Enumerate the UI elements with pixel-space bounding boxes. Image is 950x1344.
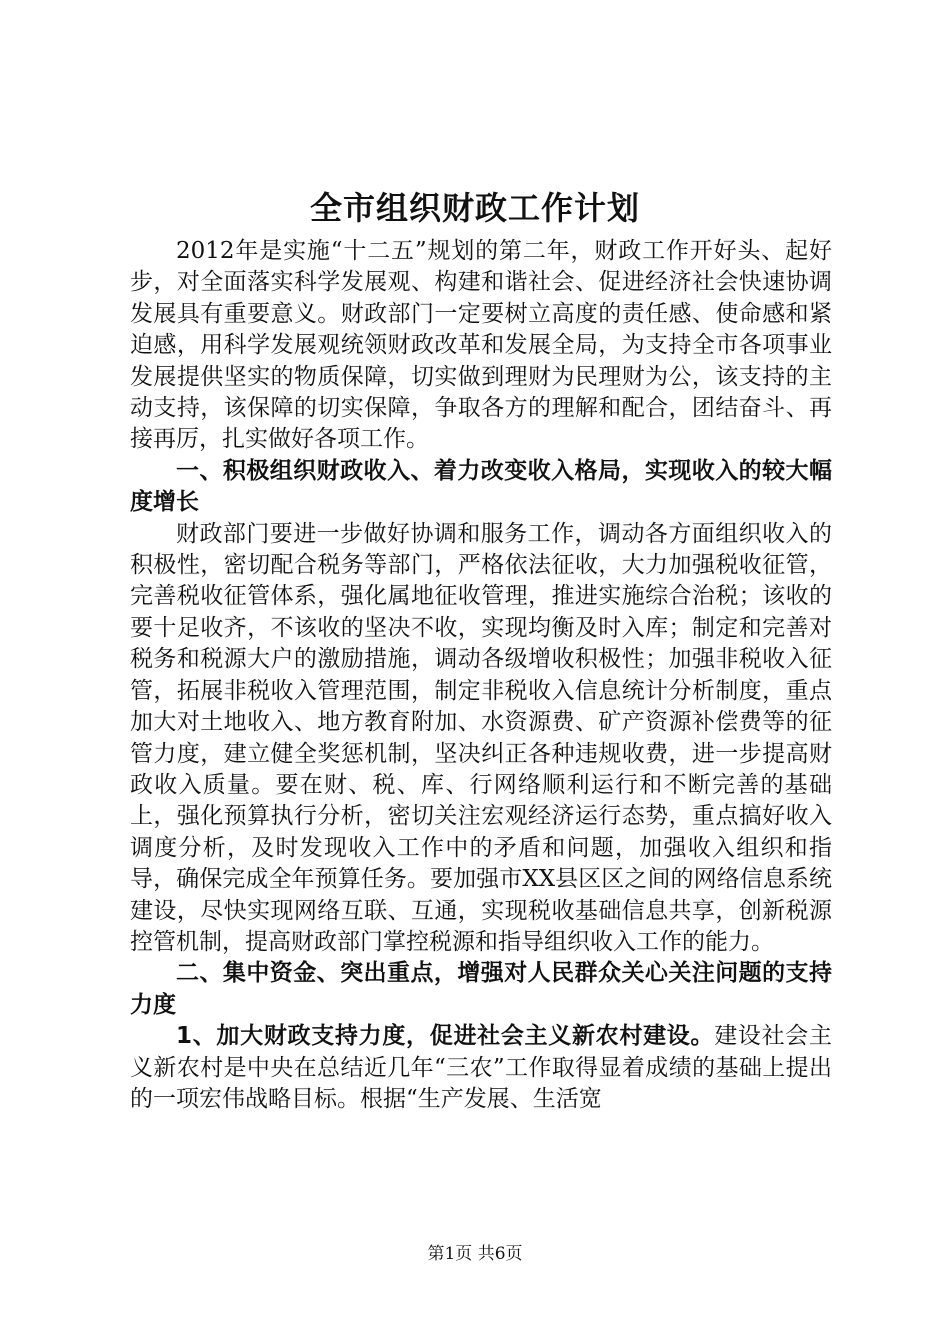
subheading-rural: 1、加大财政支持力度，促进社会主义新农村建设。 — [176, 1023, 715, 1050]
paragraph-intro: 2012年是实施“十二五”规划的第二年，财政工作开好头、起好步，对全面落实科学发展观、构建和谐社会、促进经济社会快速协调发展具有重要意义。财政部门一定要树立高度的责任感、使命感和紧迫感，用科学发展观统领财政改革和发展全局，为支持全市各项事业发展提供坚实的物质保障，切实做到理财为民理财为公，该支持的主动支持，该保障的切实保障，争取各方的理解和配合，团结奋斗、再接再厉，扎实做好各项工作。 — [130, 238, 832, 453]
document-body — [130, 236, 832, 1115]
section-heading-1: 一、积极组织财政收入、着力改变收入格局，实现收入的较大幅度增长 — [130, 457, 832, 516]
page-title: 全市组织财政工作计划 — [309, 189, 640, 227]
paragraph-revenue: 财政部门要进一步做好协调和服务工作，调动各方面组织收入的积极性，密切配合税务等部门，严格依法征收，大力加强税收征管，完善税收征管体系，强化属地征收管理，推进实施综合治税；该收的要十足收齐，不该收的坚决不收，实现均衡及时入库；制定和完善对税务和税源大户的激励措施，调动各级增收积极性；加强非税收入征管，拓展非税收入管理范围，制定非税收入信息统计分析制度，重点加大对土地收入、地方教育附加、水资源费、矿产资源补偿费等的征管力度，建立健全奖惩机制，坚决纠正各种违规收费，进一步提高财政收入质量。要在财、税、库、行网络顺利运行和不断完善的基础上，强化预算执行分析，密切关注宏观经济运行态势，重点搞好收入调度分析，及时发现收入工作中的矛盾和问题，加强收入组织和指导，确保完成全年预算任务。要加强市XX县区区之间的网络信息系统建设，尽快实现网络互联、互通，实现税收基础信息共享，创新税源控管机制，提高财政部门掌控税源和指导组织收入工作的能力。 — [130, 520, 832, 955]
section-heading-2: 二、集中资金、突出重点，增强对人民群众关心关注问题的支持力度 — [130, 960, 832, 1018]
paragraph-rural-text: 建设社会主义新农村是中央在总结近几年“三农”工作取得显着成绩的基础上提出的一项宏伟战略目标。根据“生产发展、生活宽 — [130, 1023, 832, 1112]
paragraph-rural — [130, 1021, 832, 1115]
page-footer: 第1页 共6页 — [427, 1244, 523, 1264]
